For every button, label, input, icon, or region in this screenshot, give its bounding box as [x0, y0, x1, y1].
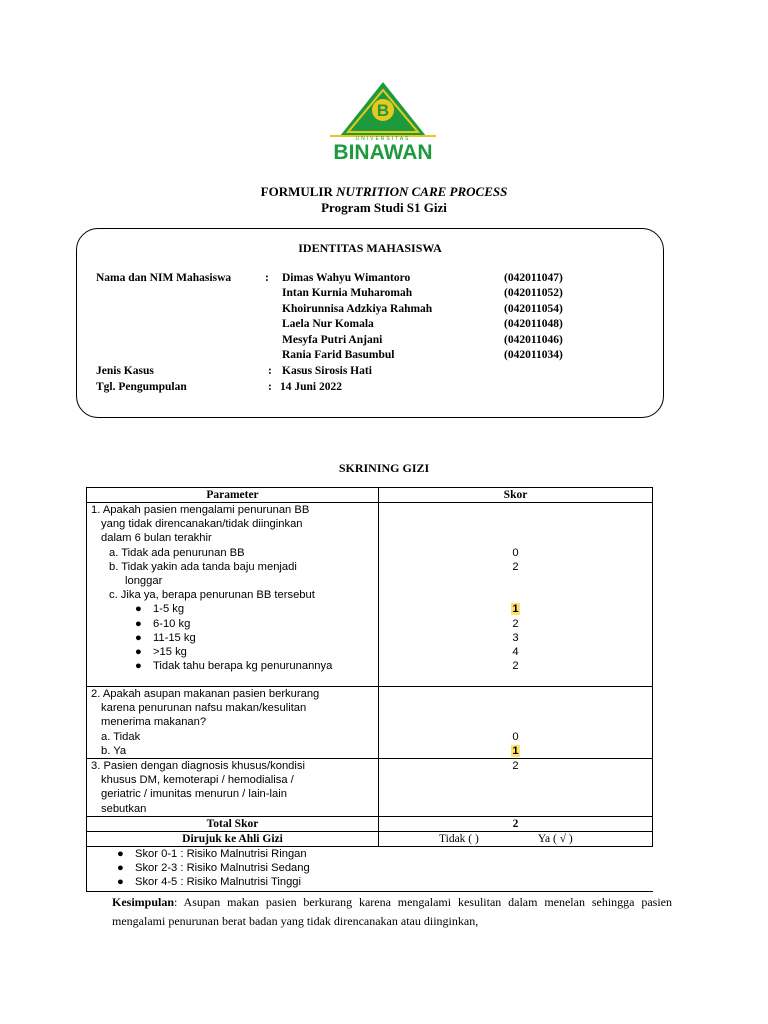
q2-line: 2. Apakah asupan makanan pasien berkurang — [91, 688, 320, 700]
rujuk-tidak: Tidak ( ) — [439, 832, 479, 845]
q1-bullet-label: >15 kg — [153, 645, 187, 658]
q1-option-b: b. Tidak yakin ada tanda baju menjadi — [109, 560, 297, 573]
q3-line: khusus DM, kemoterapi / hemodialisa / — [101, 774, 294, 787]
legend-row — [87, 846, 653, 891]
table-row-q3 — [87, 758, 653, 816]
q1-bullet-item — [87, 645, 378, 659]
q1-bullet-item — [87, 617, 378, 631]
legend-label: Skor 0-1 : Risiko Malnutrisi Ringan — [135, 847, 307, 860]
q1-bullet-score: 2 — [512, 660, 519, 673]
q3-line: sebutkan — [101, 802, 147, 815]
student-nim: (042011054) — [504, 302, 563, 315]
bullet-icon: ● — [117, 876, 124, 889]
identity-heading: IDENTITAS MAHASISWA — [298, 241, 442, 255]
q1-bullet-label: 6-10 kg — [153, 617, 191, 630]
bullet-icon: ● — [135, 617, 142, 630]
q2-score-selected — [379, 744, 652, 758]
form-title-prefix: FORMULIR — [260, 184, 333, 199]
nama-colon: : — [265, 272, 269, 284]
q1-option-a: a. Tidak ada penurunan BB — [109, 546, 245, 559]
student-nim: (042011034) — [504, 349, 563, 361]
q3-score: 2 — [512, 759, 519, 772]
total-label: Total Skor — [87, 816, 379, 831]
q1-line: dalam 6 bulan terakhir — [101, 532, 212, 545]
jenis-kasus-colon: : — [268, 365, 272, 377]
student-name: Mesyfa Putri Anjani — [282, 333, 383, 346]
q1-parameter — [87, 503, 379, 687]
student-name: Khoirunnisa Adzkiya Rahmah — [282, 302, 433, 315]
q3-parameter — [87, 758, 379, 816]
student-name: Intan Kurnia Muharomah — [282, 287, 413, 300]
skrining-title: SKRINING GIZI — [338, 461, 430, 475]
table-row-q1 — [87, 503, 653, 687]
program-title: Program Studi S1 Gizi — [321, 200, 447, 215]
q2-line: menerima makanan? — [101, 716, 207, 729]
bullet-icon: ● — [135, 660, 142, 673]
q2-option-b: b. Ya — [101, 744, 127, 757]
tgl-label: Tgl. Pengumpulan — [96, 381, 187, 393]
tgl-value: 14 Juni 2022 — [280, 381, 342, 393]
legend-item — [87, 847, 653, 861]
q1-line: yang tidak direncanakan/tidak diinginkan — [101, 518, 303, 531]
jenis-kasus-label: Jenis Kasus — [96, 365, 154, 377]
q2-scores — [379, 687, 653, 759]
jenis-kasus-value: Kasus Sirosis Hati — [282, 365, 372, 377]
q1-bullet-score: 3 — [512, 631, 519, 644]
col-skor: Skor — [379, 488, 653, 503]
q1-bullet-item — [87, 602, 378, 616]
q2-score-a: 0 — [512, 730, 519, 743]
q1-bullet-item — [87, 659, 378, 673]
kesimpulan-paragraph — [112, 893, 672, 931]
total-row — [87, 816, 653, 831]
logo-subtitle: UNIVERSITAS — [355, 136, 411, 142]
q2-parameter — [87, 687, 379, 759]
q1-bullet-label: 1-5 kg — [153, 603, 185, 616]
legend-cell — [87, 846, 653, 891]
form-title — [0, 184, 768, 200]
q3-line: 3. Pasien dengan diagnosis khusus/kondisi — [91, 759, 305, 772]
tgl-colon: : — [268, 381, 272, 393]
bullet-icon: ● — [135, 645, 142, 658]
student-name: Rania Farid Basumbul — [282, 349, 395, 361]
student-nim: (042011046) — [504, 333, 563, 346]
rujuk-ya: Ya ( √ ) — [537, 832, 573, 845]
q1-bullet-label: Tidak tahu berapa kg penurunannya — [153, 660, 333, 673]
col-parameter: Parameter — [87, 488, 379, 503]
q1-score-b: 2 — [512, 560, 519, 573]
total-value: 2 — [379, 816, 653, 831]
form-title-italic: NUTRITION CARE PROCESS — [336, 184, 508, 199]
q1-bullet-score: 4 — [512, 645, 519, 658]
kesimpulan-label: Kesimpulan — [112, 895, 175, 909]
student-nim: (042011047) — [504, 272, 563, 284]
q1-bullet-score-selected — [379, 602, 652, 616]
selected-score: 1 — [512, 744, 519, 757]
bullet-icon: ● — [135, 631, 142, 644]
legend-label: Skor 2-3 : Risiko Malnutrisi Sedang — [135, 862, 310, 875]
q3-scores — [379, 758, 653, 816]
screening-table — [86, 487, 653, 892]
bullet-icon: ● — [135, 603, 142, 616]
q1-bullet-item — [87, 631, 378, 645]
q1-score-a: 0 — [512, 546, 519, 559]
table-header-row — [87, 488, 653, 503]
table-row-q2 — [87, 687, 653, 759]
q2-line: karena penurunan nafsu makan/kesulitan — [101, 702, 307, 715]
legend-label: Skor 4-5 : Risiko Malnutrisi Tinggi — [135, 876, 302, 889]
bullet-icon: ● — [117, 847, 124, 860]
student-name: Laela Nur Komala — [282, 318, 374, 331]
student-nim: (042011048) — [504, 318, 563, 331]
q1-option-c: c. Jika ya, berapa penurunan BB tersebut — [109, 589, 315, 602]
q1-bullet-score: 2 — [512, 617, 519, 630]
bullet-icon: ● — [117, 862, 124, 875]
student-nim: (042011052) — [504, 287, 563, 300]
selected-score: 1 — [512, 603, 519, 616]
rujuk-options — [379, 831, 653, 846]
nama-label: Nama dan NIM Mahasiswa — [96, 272, 232, 284]
kesimpulan-text: : Asupan makan pasien berkurang karena mengalami kesulitan dalam menelan sehingga pasien mengalami penurunan berat badan yang tidak direncanakan atau diinginkan, — [112, 895, 672, 928]
legend-item — [87, 875, 653, 889]
student-name: Dimas Wahyu Wimantoro — [282, 272, 411, 284]
q1-line: 1. Apakah pasien mengalami penurunan BB — [91, 504, 310, 516]
legend-item — [87, 861, 653, 875]
logo-letter: B — [376, 101, 390, 120]
rujuk-label: Dirujuk ke Ahli Gizi — [87, 831, 379, 846]
rujuk-row — [87, 831, 653, 846]
q3-line: geriatric / imunitas menurun / lain-lain — [101, 788, 287, 801]
q1-option-b-cont: longgar — [125, 574, 163, 587]
q1-bullet-label: 11-15 kg — [153, 631, 196, 644]
q2-option-a: a. Tidak — [101, 730, 141, 743]
logo-wordmark: BINAWAN — [333, 141, 433, 164]
q1-scores — [379, 503, 653, 687]
